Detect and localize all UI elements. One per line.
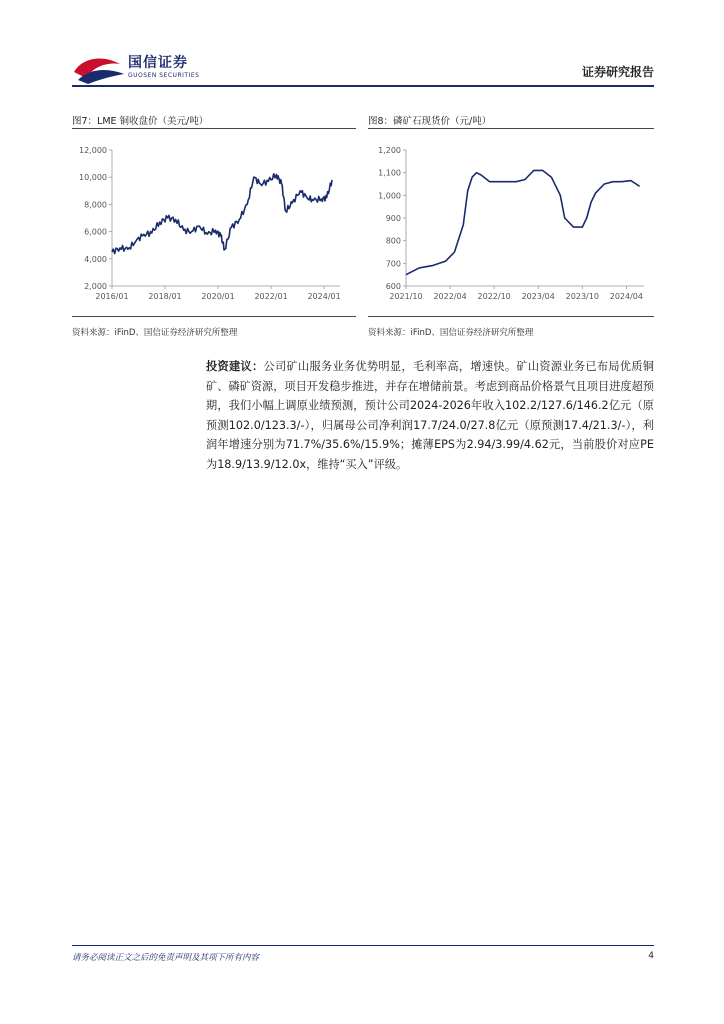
y-tick-label: 900: [385, 214, 401, 223]
y-tick-label: 10,000: [79, 173, 107, 183]
x-tick-label: 2018/01: [148, 292, 182, 301]
report-type: 证券研究报告: [581, 65, 654, 79]
page-number: 4: [648, 951, 654, 961]
y-tick-label: 4,000: [84, 254, 107, 264]
chart7-copper-price: [72, 140, 356, 310]
chart7-caption: 图7：LME 铜收盘价（美元/吨）: [72, 116, 209, 127]
x-tick-label: 2024/04: [609, 292, 643, 301]
chart8-top-rule: [368, 128, 654, 129]
paragraph-body: 公司矿山服务业务优势明显，毛利率高，增速快。矿山资源业务已布局优质铜矿、磷矿资源，项目开发稳步推进，并存在增储前景。考虑到商品价格景气且项目进度超预期，我们小幅上调原业绩预测，预计公司2024-2026年收入102.2/127.6/146.2亿元（原预测102.0/123.3/-），归属母公司净利润17.7/24.0/27.8亿元（原预测17.4/21.3/-），利润年增速分别为71.7%/35.6%/15.9%；摊薄EPS为2.94/3.99/4.62元，当前股价对应PE为18.9/13.9/12.0x，维持“买入”评级。: [206, 360, 654, 471]
chart8-source: 资料来源：iFinD、国信证券经济研究所整理: [368, 328, 534, 338]
y-tick-label: 12,000: [79, 146, 107, 155]
x-tick-label: 2021/10: [389, 292, 423, 301]
investment-advice-paragraph: [206, 357, 654, 474]
chart7-bottom-rule: [72, 316, 356, 317]
logo-text-cn: 国信证券: [128, 55, 188, 71]
x-tick-label: 2020/01: [201, 292, 235, 301]
y-tick-label: 700: [385, 259, 401, 269]
y-tick-label: 8,000: [84, 200, 107, 210]
y-tick-label: 6,000: [84, 227, 107, 237]
header-divider: [72, 85, 654, 87]
x-tick-label: 2023/10: [565, 292, 599, 301]
chart7-source: 资料来源：iFinD、国信证券经济研究所整理: [72, 328, 238, 338]
chart8-bottom-rule: [368, 316, 654, 317]
x-tick-label: 2023/04: [521, 292, 555, 301]
y-tick-label: 2,000: [84, 282, 107, 291]
chart8-phosphate-price: [368, 140, 654, 310]
y-tick-label: 1,100: [378, 168, 401, 178]
footer-divider: [72, 945, 654, 946]
series-line: [406, 170, 640, 274]
page-header: [0, 0, 724, 90]
chart7-top-rule: [72, 128, 356, 129]
x-tick-label: 2016/01: [95, 292, 129, 301]
y-tick-label: 600: [385, 282, 401, 291]
logo-text-en: GUOSEN SECURITIES: [128, 72, 200, 79]
y-tick-label: 1,000: [378, 191, 401, 201]
y-tick-label: 800: [385, 236, 401, 246]
x-tick-label: 2022/10: [477, 292, 511, 301]
x-tick-label: 2022/04: [433, 292, 467, 301]
x-tick-label: 2022/01: [254, 292, 288, 301]
y-tick-label: 1,200: [378, 146, 401, 155]
paragraph-lead: 投资建议：: [206, 360, 264, 373]
series-line: [112, 174, 332, 254]
x-tick-label: 2024/01: [307, 292, 341, 301]
footer-disclaimer: 请务必阅读正文之后的免责声明及其项下所有内容: [72, 953, 260, 963]
chart8-caption: 图8：磷矿石现货价（元/吨）: [368, 116, 492, 127]
